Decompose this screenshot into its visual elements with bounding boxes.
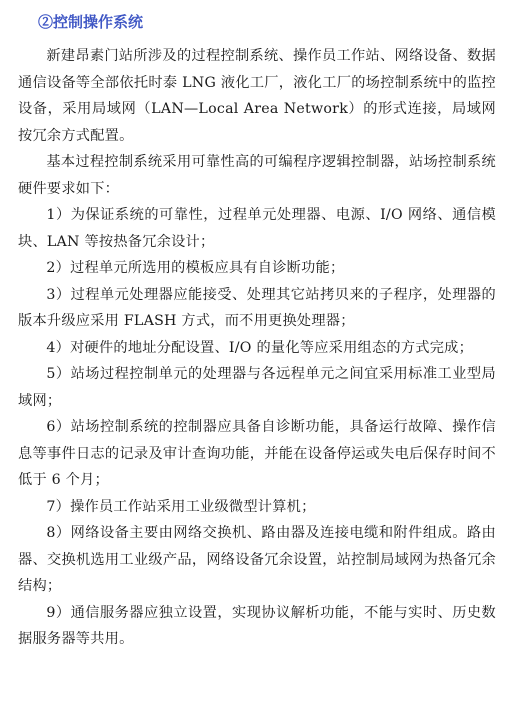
requirement-item-6: 6）站场控制系统的控制器应具备自诊断功能，具备运行故障、操作信息等事件日志的记录及审计查询功能，并能在设备停运或失电后保存时间不低于 6 个月； — [18, 419, 496, 488]
requirement-item-5: 5）站场过程控制单元的处理器与各远程单元之间宜采用标准工业型局域网； — [18, 366, 496, 409]
paragraph-requirements-lead: 基本过程控制系统采用可靠性高的可编程序逻辑控制器，站场控制系统硬件要求如下： — [18, 154, 496, 197]
requirement-item-1: 1）为保证系统的可靠性，过程单元处理器、电源、I/O 网络、通信模块、LAN 等按热备冗余设计； — [18, 207, 496, 250]
paragraph-intro: 新建昂素门站所涉及的过程控制系统、操作员工作站、网络设备、数据通信设备等全部依托时泰 LNG 液化工厂，液化工厂的场控制系统中的监控设备，采用局域网（LAN—Local Area Network）的形式连接，局域网按冗余方式配置。 — [18, 48, 496, 144]
document-page — [18, 10, 496, 653]
requirement-item-9: 9）通信服务器应独立设置，实现协议解析功能，不能与实时、历史数据服务器等共用。 — [18, 604, 496, 647]
requirement-item-8: 8）网络设备主要由网络交换机、路由器及连接电缆和附件组成。路由器、交换机选用工业级产品，网络设备冗余设置，站控制局域网为热备冗余结构； — [18, 525, 496, 594]
section-heading: ②控制操作系统 — [38, 13, 144, 31]
requirement-item-7: 7）操作员工作站采用工业级微型计算机； — [46, 498, 316, 515]
requirement-item-2: 2）过程单元所选用的模板应具有自诊断功能； — [46, 260, 345, 276]
requirement-item-3: 3）过程单元处理器应能接受、处理其它站拷贝来的子程序，处理器的版本升级应采用 FLASH 方式，而不用更换处理器； — [18, 286, 496, 329]
requirement-item-4: 4）对硬件的地址分配设置、I/O 的量化等应采用组态的方式完成； — [46, 339, 474, 356]
